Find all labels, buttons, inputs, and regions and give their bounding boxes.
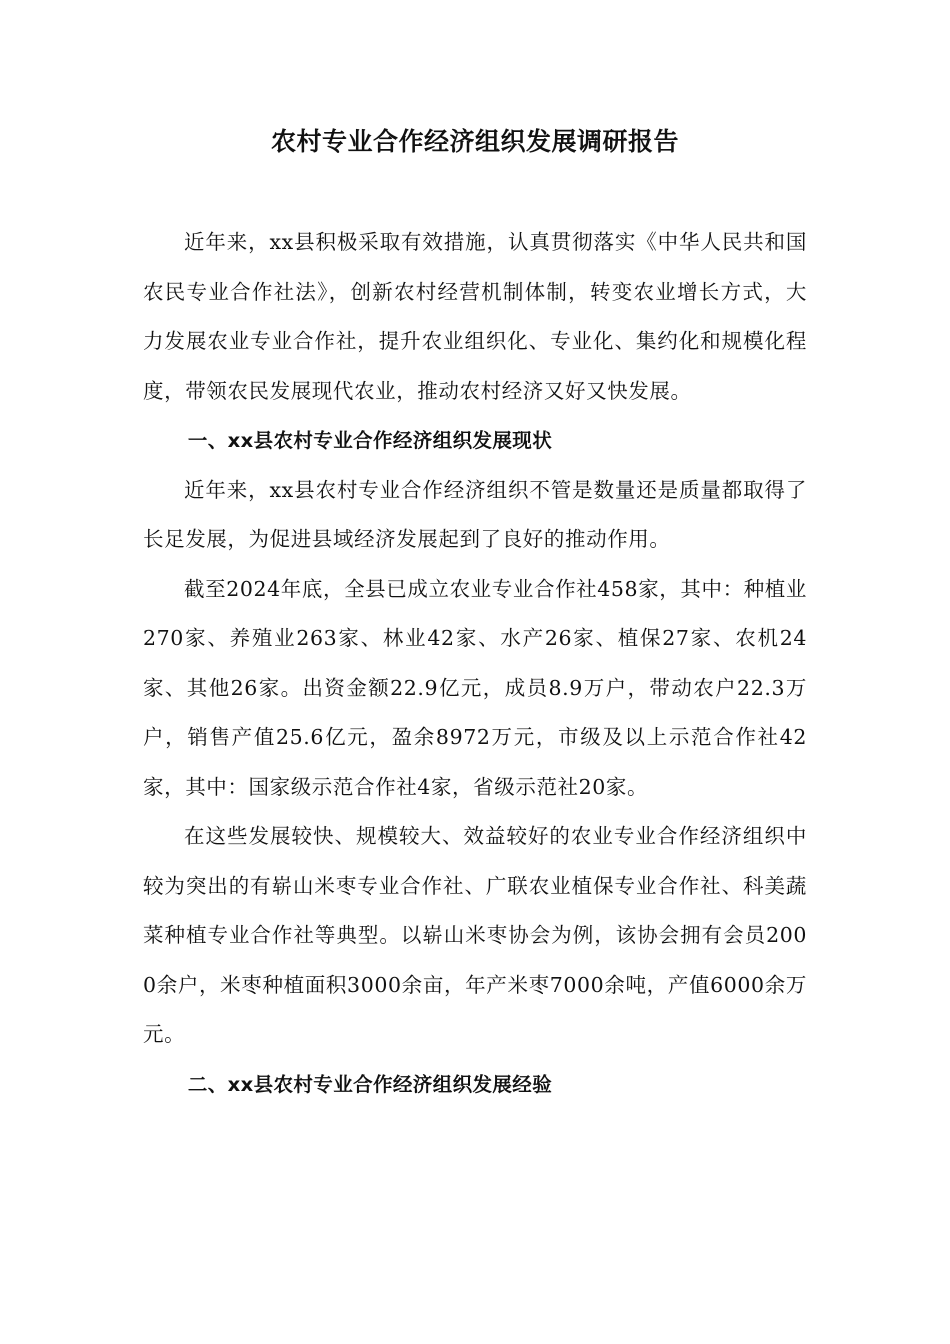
- section-1-paragraph-3: 在这些发展较快、规模较大、效益较好的农业专业合作经济组织中较为突出的有崭山米枣专业合作社、广联农业植保专业合作社、科美蔬菜种植专业合作社等典型。以崭山米枣协会为例，该协会拥有会员2000余户，米枣种植面积3000余亩，年产米枣7000余吨，产值6000余万元。: [143, 824, 807, 1046]
- document-title: 农村专业合作经济组织发展调研报告: [270, 127, 679, 156]
- section-1-heading: 一、xx县农村专业合作经济组织发展现状: [187, 429, 553, 452]
- section-2-heading: 二、xx县农村专业合作经济组织发展经验: [187, 1072, 553, 1096]
- intro-paragraph: 近年来，xx县积极采取有效措施，认真贯彻落实《中华人民共和国农民专业合作社法》，创新农村经营机制体制，转变农业增长方式，大力发展农业专业合作社，提升农业组织化、专业化、集约化和规模化程度，带领农民发展现代农业，推动农村经济又好又快发展。: [143, 230, 807, 403]
- section-1-paragraph-2: 截至2024年底，全县已成立农业专业合作社458家，其中：种植业270家、养殖业263家、林业42家、水产26家、植保27家、农机24家、其他26家。出资金额22.9亿元，成员8.9万户，带动农户22.3万户，销售产值25.6亿元，盈余8972万元，市级及以上示范合作社42家，其中：国家级示范合作社4家，省级示范社20家。: [143, 576, 807, 799]
- document-body: [143, 218, 807, 1109]
- section-1-paragraph-1: 近年来，xx县农村专业合作经济组织不管是数量还是质量都取得了长足发展，为促进县域经济发展起到了良好的推动作用。: [143, 477, 807, 551]
